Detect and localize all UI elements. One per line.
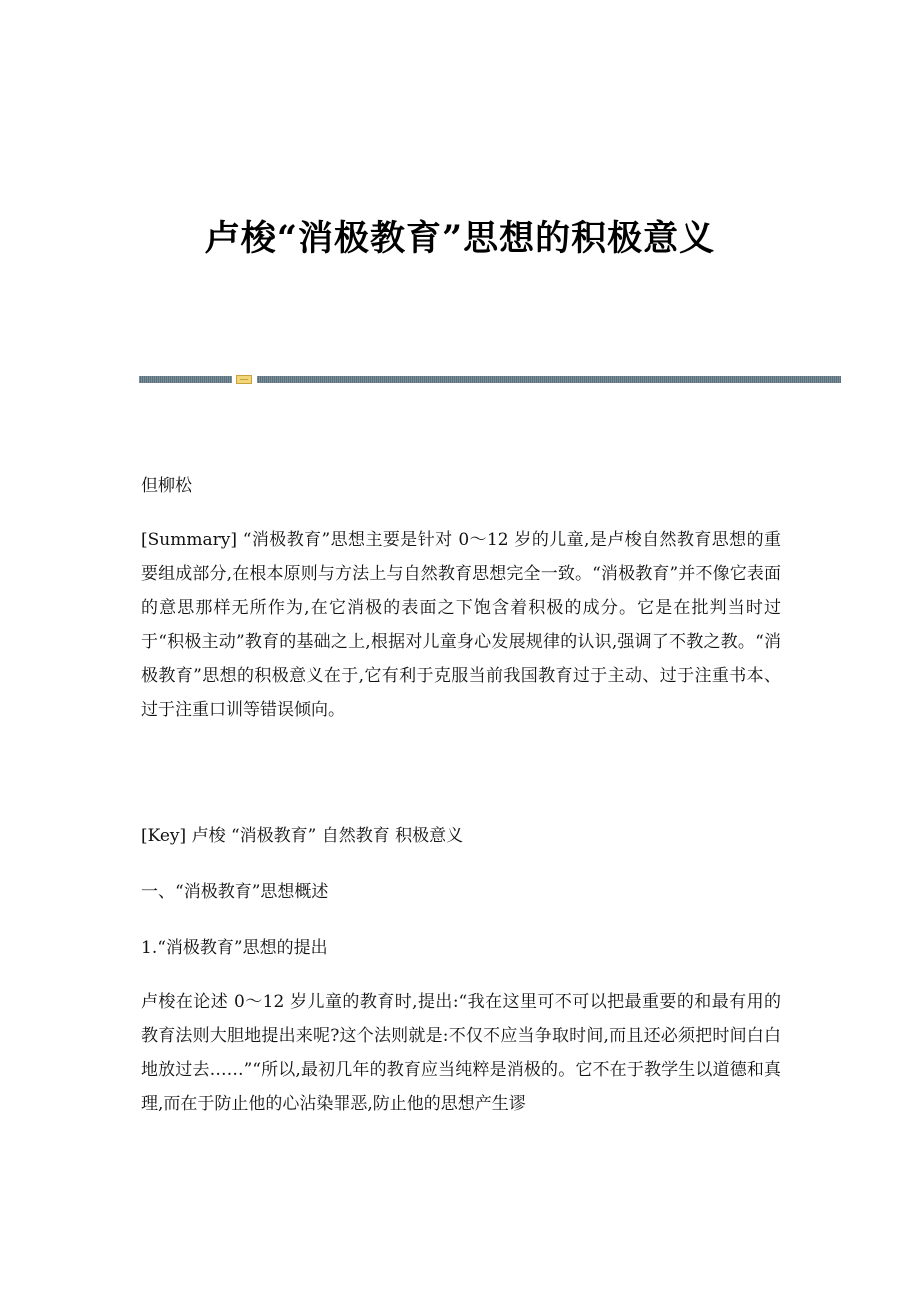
author-name: 但柳松 [141,476,192,496]
page-title: 卢梭“消极教育”思想的积极意义 [204,218,716,259]
summary-paragraph: [Summary] “消极教育”思想主要是针对 0～12 岁的儿童,是卢梭自然教育思想的重要组成部分,在根本原则与方法上与自然教育思想完全一致。“消极教育”并不像它表面的意思那样无所作为,在它消极的表面之下饱含着积极的成分。它是在批判当时过于“积极主动”教育的基础之上,根据对儿童身心发展规律的认识,强调了不教之教。“消极教育”思想的积极意义在于,它有利于克服当前我国教育过于主动、过于注重书本、过于注重口训等错误倾向。 [141,530,781,720]
section-heading: 一、“消极教育”思想概述 [141,882,329,902]
divider-bar-right [257,376,841,383]
divider-ornament-icon [236,375,252,384]
subsection-heading: 1.“消极教育”思想的提出 [141,938,328,958]
body-paragraph: 卢梭在论述 0～12 岁儿童的教育时,提出:“我在这里可不可以把最重要的和最有用的教育法则大胆地提出来呢?这个法则就是:不仅不应当争取时间,而且还必须把时间白白地放过去……”“所以,最初几年的教育应当纯粹是消极的。它不在于教学生以道德和真理,而在于防止他的心沾染罪恶,防止他的思想产生谬 [141,992,781,1114]
title-divider [139,375,841,384]
keywords-line: [Key] 卢梭 “消极教育” 自然教育 积极意义 [141,826,464,846]
divider-bar-left [139,376,232,383]
